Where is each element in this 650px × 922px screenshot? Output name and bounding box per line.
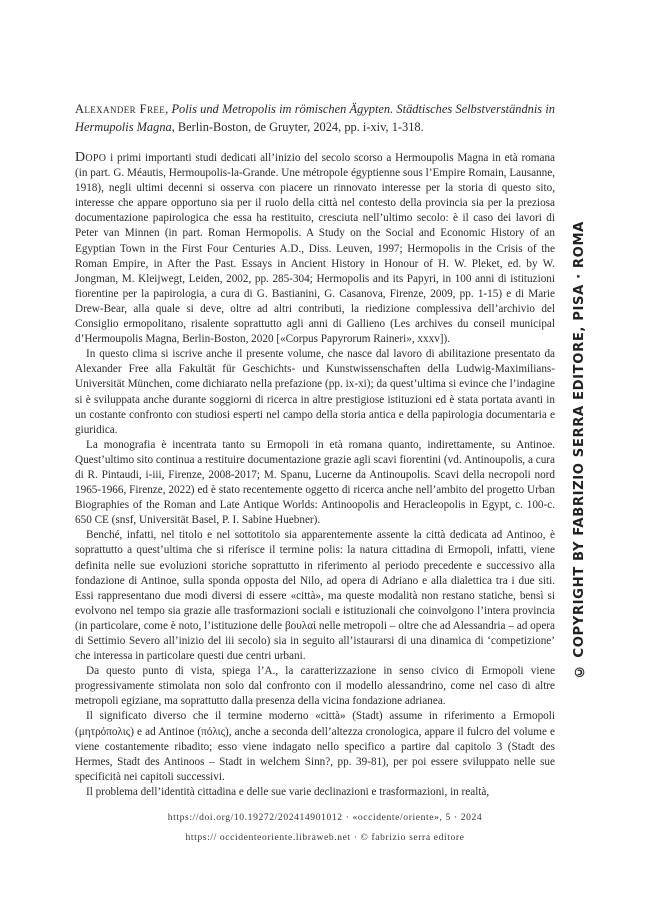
- review-body: [75, 150, 555, 800]
- footer-website-line: https:// occidenteoriente.libraweb.net · © fabrizio serra editore: [185, 832, 465, 843]
- copyright-notice: [567, 221, 591, 679]
- paragraph: Il problema dell’identità cittadina e delle sue varie declinazioni e trasformazioni, in realtà,: [86, 785, 490, 798]
- paragraph: Il significato diverso che il termine moderno «città» (Stadt) assume in riferimento a Ermopoli (μητρόπολις) e ad Antinoe (πόλις), anche a seconda dell’altezza cronologica, appare il fulcro del volume e viene costantemente ribadito; esso viene indagato nello specifico a partire dal capitolo 3 (Stadt des Hermes, Stadt des Antinoos – Stadt in welchem Sinn?, pp. 39-81), per poi essere sviluppato nelle sue specificità nei capitoli successivi.: [75, 710, 555, 783]
- paragraph: Dopo i primi importanti studi dedicati all’inizio del secolo scorso a Hermoupolis Magna in età romana (in part. G. Méautis, Hermoupolis-la-Grande. Une métropole égyptienne sous l’Empire Romain, Lausanne, 1918), negli ultimi decenni si osserva con piacere un rinnovato interesse per la storia di questo sito, interesse che appare opportuno sia per il ruolo della città nel contesto della provincia sia per la preziosa documentazione papirologica che essa ha restituito, cresciuta nell’ultimo secolo: è il caso dei lavori di Peter van Minnen (in part. Roman Hermopolis. A Study on the Social and Economic History of an Egyptian Town in the First Four Centuries A.D., Diss. Leuven, 1997; Hermopolis in the Crisis of the Roman Empire, in After the Past. Essays in Ancient History in Honour of H. W. Pleket, ed. by W. Jongman, M. Kleijwegt, Leiden, 2002, pp. 285-304; Hermopolis and its Papyri, in 100 anni di istituzioni fiorentine per la papirologia, a cura di G. Bastianini, G. Casanova, Firenze, 2009, pp. 1-15) e di Marie Drew-Bear, alla quale si deve, oltre ad altri contributi, la riedizione complessiva dell’archivio del Consiglio ermopolitano, risalente soprattutto agli anni di Gallieno (Les archives du conseil municipal d’Hermoupolis Magna, Berlin-Boston, 2020 [«Corpus Papyrorum Raineri», xxxv]).: [75, 150, 555, 346]
- review-citation: Alexander Free, Polis und Metropolis im römischen Ägypten. Städtisches Selbstverständnis in Hermupolis Magna, Berlin-Boston, de Gruyter, 2024, pp. i-xiv, 1-318.: [75, 102, 555, 134]
- paragraph: In questo clima si iscrive anche il presente volume, che nasce dal lavoro di abilitazione presentato da Alexander Free alla Fakultät für Geschichts- und Kunstwissenschaften della Ludwig-Maximilians-Universität München, come dichiarato nella prefazione (pp. ix-xi); da quest’ultima si evince che l’indagine si è sviluppata anche durante soggiorni di ricerca in altre prestigiose istituzioni ed è stata portata avanti in un costante confronto con studiosi esperti nel campo della storia antica e della papirologia documentaria e giuridica.: [75, 348, 555, 436]
- paragraph: La monografia è incentrata tanto su Ermopoli in età romana quanto, indirettamente, su Antinoe. Quest’ultimo sito continua a restituire documentazione grazie agli scavi fiorentini (vd. Antinoupolis, a cura di R. Pintaudi, i-iii, Firenze, 2008-2017; M. Spanu, Lucerne da Antinoupolis. Scavi della necropoli nord 1965-1966, Firenze, 2022) ed è stato recentemente oggetto di ricerca anche nell’ambito del progetto Urban Biographies of the Roman and Late Antique Worlds: Antinoopolis and Heracleopolis in Egypt, c. 100-c. 650 CE (snsf, Universität Basel, P. I. Sabine Huebner).: [75, 438, 555, 527]
- paragraph: Benché, infatti, nel titolo e nel sottotitolo sia apparentemente assente la città dedicata ad Antinoo, è soprattutto a quest’ultima che si riferisce il termine polis: la natura cittadina di Ermopoli, infatti, viene definita nelle sue evoluzioni storiche soprattutto in riferimento al periodo precedente e successivo alla fondazione di Antinoe, sulla sponda opposta del Nilo, ad opera di Adriano e alla dialettica tra i due siti. Essi rappresentano due modi diversi di essere «città», ma queste modalità non restano statiche, bensì si evolvono nel tempo sia grazie alle trasformazioni sociali e istituzionali che coinvolgono l’intera provincia (in particolare, come è noto, l’istituzione delle βουλαί nelle metropoli – oltre che ad Alessandria – ad opera di Settimio Severo all’inizio del iii secolo) sia in seguito all’istaurarsi di una dinamica di ‘competizione’ che interessa in particolare questi due centri urbani.: [75, 529, 555, 663]
- book-publication: , Berlin-Boston, de Gruyter, 2024, pp. i-xiv, 1-318.: [171, 120, 424, 134]
- book-author: Alexander Free: [75, 102, 166, 116]
- footer-doi-line: https://doi.org/10.19272/202414901012 · «occidente/oriente», 5 · 2024: [167, 812, 483, 823]
- copyright-text: © COPYRIGHT BY FABRIZIO SERRA EDITORE, PISA · ROMA: [571, 221, 587, 679]
- book-title: Polis und Metropolis im römischen Ägypten. Städtisches Selbstverständnis in Hermupolis Magna: [75, 102, 555, 134]
- paragraph: Da questo punto di vista, spiega l’A., la caratterizzazione in senso civico di Ermopoli viene progressivamente stimolata non solo dal confronto con il modello alessandrino, come nel caso di altre metropoli egiziane, ma soprattutto dalla presenza della vicina fondazione adrianea.: [75, 665, 555, 708]
- review-page: [75, 100, 555, 800]
